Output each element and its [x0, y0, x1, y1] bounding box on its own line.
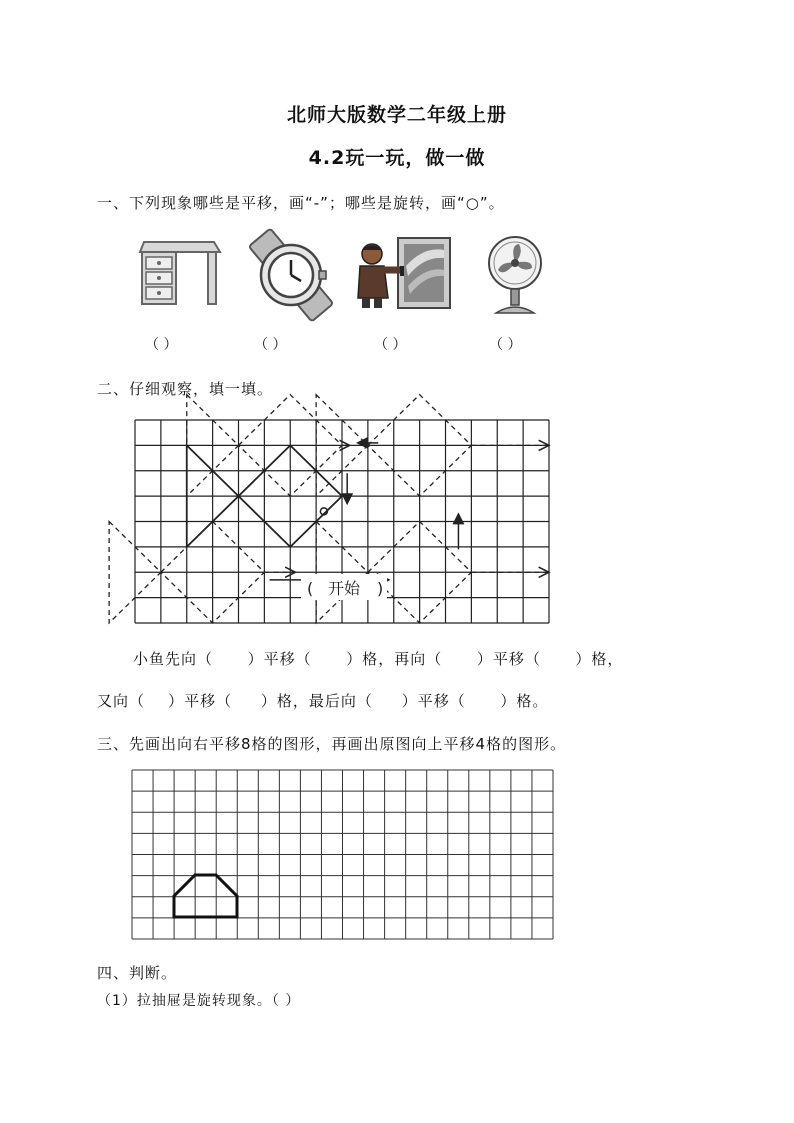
answer-blank-1[interactable]: （ ） [145, 337, 178, 353]
answer-blank-4[interactable]: （ ） [489, 337, 522, 353]
start-label: 开始 [327, 579, 361, 598]
svg-text:): ) [377, 579, 384, 598]
answer-blank-2[interactable]: （ ） [254, 337, 287, 353]
question-2-line-1[interactable]: 小鱼先向（ ）平移（ ）格，再向（ ）平移（ ）格， [133, 650, 624, 668]
fish-path-grid [135, 420, 549, 623]
question-1-prompt: 一、下列现象哪些是平移，画“-”；哪些是旋转，画“○”。 [97, 194, 505, 212]
page-title: 北师大版数学二年级上册 [286, 104, 507, 126]
drawing-grid[interactable] [132, 770, 553, 939]
person-pushing-window-icon [354, 236, 454, 310]
question-4-prompt: 四、判断。 [97, 964, 178, 982]
desk-icon [138, 238, 222, 308]
answer-blank-3[interactable]: （ ） [374, 337, 407, 353]
question-2-prompt: 二、仔细观察，填一填。 [97, 380, 274, 398]
question-4-item-1[interactable]: （1）拉抽屉是旋转现象。（ ） [97, 993, 301, 1009]
watch-icon [247, 232, 335, 318]
question-3-prompt: 三、先画出向右平移8格的图形，再画出原图向上平移4格的图形。 [97, 735, 567, 753]
fan-icon [486, 235, 544, 319]
page-subtitle: 4.2玩一玩，做一做 [308, 147, 486, 169]
svg-text:(: ( [307, 579, 314, 598]
original-shape [174, 875, 237, 917]
question-2-line-2[interactable]: 又向（ ）平移（ ）格，最后向（ ）平移（ ）格。 [97, 692, 549, 710]
